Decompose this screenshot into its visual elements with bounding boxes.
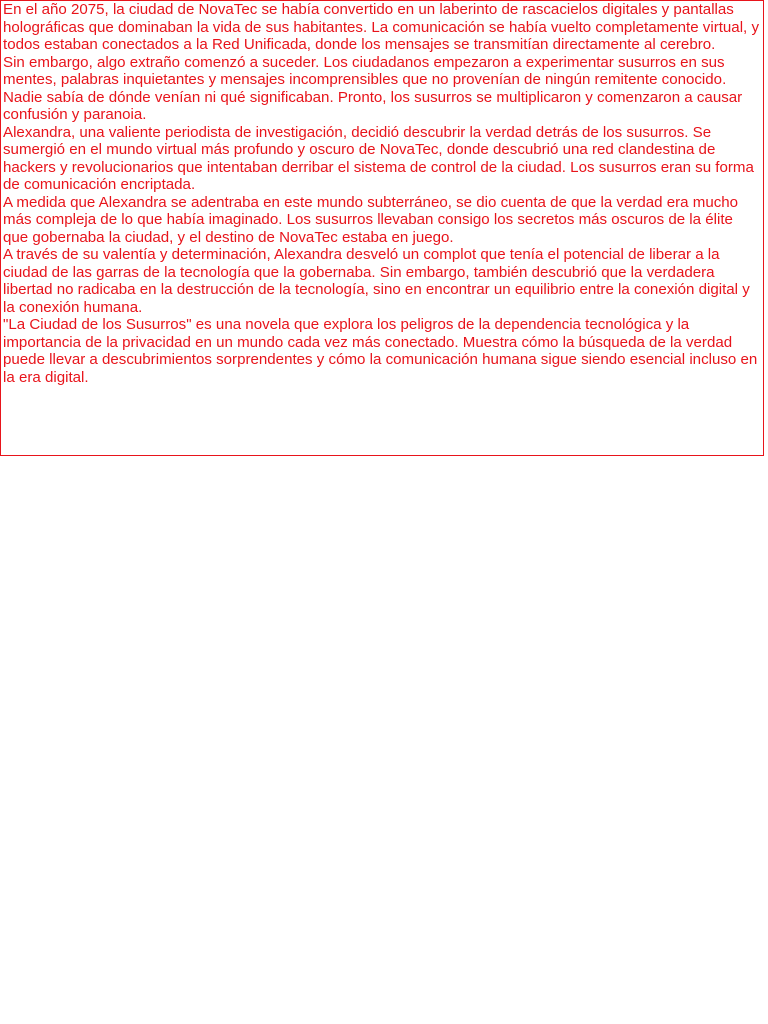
paragraph-4: A medida que Alexandra se adentraba en este mundo subterráneo, se dio cuenta de que la verdad era mucho más compleja de lo que había imaginado. Los susurros llevaban consigo los secretos más oscuros de la élite que gobernaba la ciudad, y el destino de NovaTec estaba en juego. bbox=[3, 193, 739, 246]
paragraph-6: "La Ciudad de los Susurros" es una novela que explora los peligros de la dependencia tecnológica y la importancia de la privacidad en un mundo cada vez más conectado. Muestra cómo la búsqueda de la verdad puede llevar a descubrimientos sorprendentes y cómo la comunicación humana sigue siendo esencial incluso en la era digital. bbox=[3, 316, 758, 386]
paragraph-1: En el año 2075, la ciudad de NovaTec se había convertido en un laberinto de rascacielos digitales y pantallas holográficas que dominaban la vida de sus habitantes. La comunicación se había vuelto completamente virtual, y todos estaban conectados a la Red Unificada, donde los mensajes se transmitían directamente al cerebro. bbox=[3, 1, 759, 53]
text-box bbox=[0, 0, 764, 456]
paragraph-5: A través de su valentía y determinación, Alexandra desveló un complot que tenía el potencial de liberar a la ciudad de las garras de la tecnología que la gobernaba. Sin embargo, también descubrió que la verdadera libertad no radicaba en la destrucción de la tecnología, sino en encontrar un equilibrio entre la conexión digital y la conexión humana. bbox=[3, 246, 750, 316]
paragraph-2: Sin embargo, algo extraño comenzó a suceder. Los ciudadanos empezaron a experimentar susurros en sus mentes, palabras inquietantes y mensajes incomprensibles que no provenían de ningún remitente conocido. Nadie sabía de dónde venían ni qué significaban. Pronto, los susurros se multiplicaron y comenzaron a causar confusión y paranoia. bbox=[3, 53, 743, 123]
paragraph-3: Alexandra, una valiente periodista de investigación, decidió descubrir la verdad detrás de los susurros. Se sumergió en el mundo virtual más profundo y oscuro de NovaTec, donde descubrió una red clandestina de hackers y revolucionarios que intentaban derribar el sistema de control de la ciudad. Los susurros eran su forma de comunicación encriptada. bbox=[3, 123, 754, 193]
